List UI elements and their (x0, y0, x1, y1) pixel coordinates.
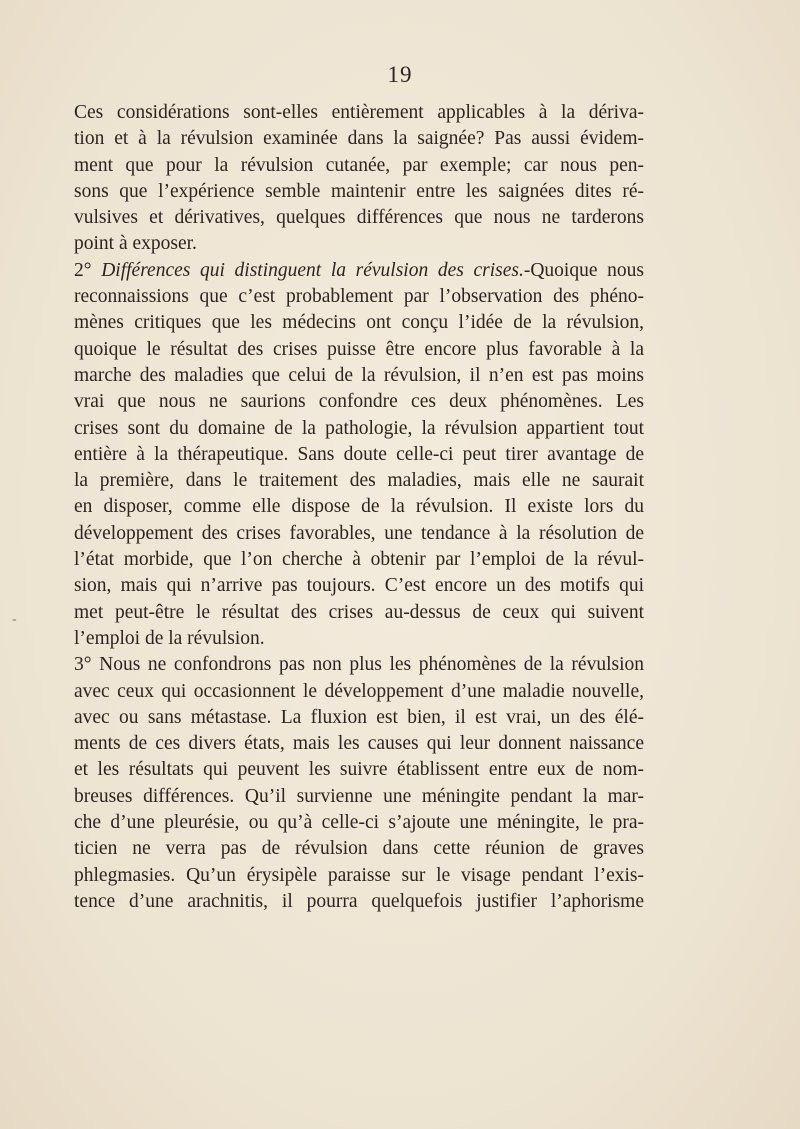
text-line: marche des maladies que celui de la révulsion, il n’en est pas moins (74, 364, 644, 386)
text-line: et les résultats qui peuvent les suivre établissent entre eux de nom- (74, 759, 644, 781)
text-line: ment que pour la révulsion cutanée, par exemple; car nous pen- (74, 154, 644, 176)
text-line: phlegmasies. Qu’un érysipèle paraisse sur le visage pendant l’exis- (74, 864, 644, 886)
text-line: reconnaissions que c’est probablement par l’observation des phéno- (74, 286, 644, 308)
text-line: entière à la thérapeutique. Sans doute celle-ci peut tirer avantage de (74, 443, 644, 465)
paragraph-1 (74, 100, 644, 258)
paragraph-2-first-line (74, 258, 644, 284)
text-line: point à exposer. (74, 233, 197, 255)
text-line: tion et à la révulsion examinée dans la saignée? Pas aussi évidem- (74, 128, 644, 150)
paragraph-2 (74, 258, 644, 652)
text-line: quoique le résultat des crises puisse être encore plus favorable à la (74, 338, 644, 360)
text-line: vrai que nous ne saurions confondre ces deux phénomènes. Les (74, 391, 644, 413)
text-line: la première, dans le traitement des maladies, mais elle ne saurait (74, 470, 644, 492)
text-line: avec ou sans métastase. La fluxion est bien, il est vrai, un des élé- (74, 706, 644, 728)
text-line: sion, mais qui n’arrive pas toujours. C’est encore un des motifs qui (74, 575, 644, 597)
text-line: tence d’une arachnitis, il pourra quelquefois justifier l’aphorisme (74, 890, 644, 912)
text-line: vulsives et dérivatives, quelques différences que nous ne tarderons (74, 207, 644, 229)
text-line: crises sont du domaine de la pathologie, la révulsion appartient tout (74, 417, 644, 439)
section-number: 2° (74, 259, 92, 281)
section-heading: Différences qui distinguent la révulsion des crises. (101, 259, 524, 281)
text-line: l’emploi de la révulsion. (74, 627, 265, 649)
text-line: mènes critiques que les médecins ont conçu l’idée de la révulsion, (74, 312, 644, 334)
text-line: en disposer, comme elle dispose de la révulsion. Il existe lors du (74, 496, 644, 518)
text-line: l’état morbide, que l’on cherche à obtenir par l’emploi de la révul- (74, 549, 644, 571)
text-line: Ces considérations sont-elles entièrement applicables à la dériva- (74, 102, 644, 123)
body-text (74, 100, 644, 915)
text-line: met peut-être le résultat des crises au-dessus de ceux qui suivent (74, 601, 644, 623)
text-line: avec ceux qui occasionnent le développement d’une maladie nouvelle, (74, 680, 644, 702)
text-line: 3° Nous ne confondrons pas non plus les phénomènes de la révulsion (74, 654, 644, 676)
text-fragment: -Quoique nous (523, 259, 644, 281)
paragraph-3 (74, 652, 644, 915)
text-line: sons que l’expérience semble maintenir entre les saignées dites ré- (74, 180, 644, 202)
text-line: ticien ne verra pas de révulsion dans cette réunion de graves (74, 838, 644, 860)
page-number: 19 (387, 62, 413, 87)
text-line: ments de ces divers états, mais les causes qui leur donnent naissance (74, 733, 644, 755)
text-line: breuses différences. Qu’il survienne une méningite pendant la mar- (74, 785, 644, 807)
margin-mark: - (12, 612, 17, 627)
text-line: che d’une pleurésie, ou qu’à celle-ci s’ajoute une méningite, le pra- (74, 812, 644, 834)
text-line: développement des crises favorables, une tendance à la résolution de (74, 522, 644, 544)
